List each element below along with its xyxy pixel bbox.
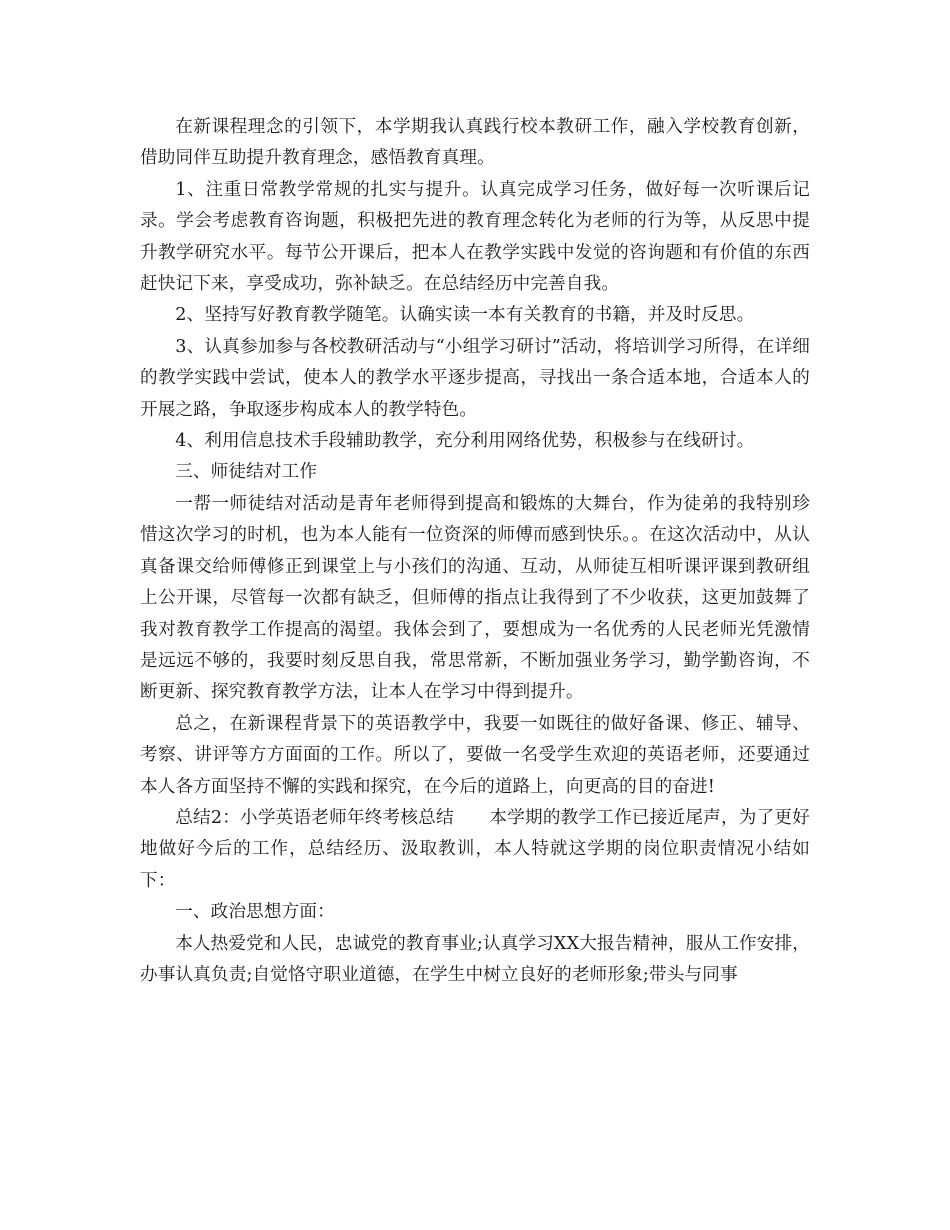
section-heading-political: 一、政治思想方面：	[175, 902, 335, 923]
paragraph-item-4: 4、利用信息技术手段辅助教学，充分利用网络优势，积极参与在线研讨。	[175, 431, 755, 452]
paragraph-item-1: 1、注重日常教学常规的扎实与提升。认真完成学习任务，做好每一次听课后记录。学会考虑教育咨询题，积极把先进的教育理念转化为老师的行为等，从反思中提升教学研究水平。每节公开课后，把本人在教学实践中发觉的咨询题和有价值的东西赶快记下来，享受成功，弥补缺乏。在总结经历中完善自我。	[140, 179, 810, 295]
document-page	[140, 112, 810, 991]
paragraph-item-3: 3、认真参加参与各校教研活动与“小组学习研讨”活动，将培训学习所得，在详细的教学实践中尝试，使本人的教学水平逐步提高，寻找出一条合适本地，合适本人的开展之路，争取逐步构成本人的教学特色。	[140, 336, 810, 420]
paragraph-item-2: 2、坚持写好教育教学随笔。认确实读一本有关教育的书籍，并及时反思。	[175, 305, 755, 326]
paragraph-summary-2: 总结2：小学英语老师年终考核总结 本学期的教学工作已接近尾声，为了更好地做好今后的工作，总结经历、汲取教训，本人特就这学期的岗位职责情况小结如下：	[140, 807, 810, 891]
section-heading-mentorship: 三、师徒结对工作	[175, 462, 318, 483]
paragraph-mentorship: 一帮一师徒结对活动是青年老师得到提高和锻炼的大舞台，作为徒弟的我特别珍惜这次学习的时机，也为本人能有一位资深的师傅而感到快乐。。在这次活动中，从认真备课交给师傅修正到课堂上与小孩们的沟通、互动，从师徒互相听课评课到教研组上公开课，尽管每一次都有缺乏，但师傅的指点让我得到了不少收获，这更加鼓舞了我对教育教学工作提高的渴望。我体会到了，要想成为一名优秀的人民老师光凭激情是远远不够的，我要时刻反思自我，常思常新，不断加强业务学习，勤学勤咨询，不断更新、探究教育教学方法，让本人在学习中得到提升。	[140, 493, 810, 703]
paragraph-conclusion: 总之，在新课程背景下的英语教学中，我要一如既往的做好备课、修正、辅导、考察、讲评等方方面面的工作。所以了，要做一名受学生欢迎的英语老师，还要通过本人各方面坚持不懈的实践和探究，在今后的道路上，向更高的目的奋进!	[140, 713, 810, 797]
paragraph-intro: 在新课程理念的引领下，本学期我认真践行校本教研工作，融入学校教育创新，借助同伴互助提升教育理念，感悟教育真理。	[140, 117, 810, 169]
paragraph-political: 本人热爱党和人民，忠诚党的教育事业;认真学习XX大报告精神，服从工作安排，办事认真负责;自觉恪守职业道德，在学生中树立良好的老师形象;带头与同事	[140, 933, 810, 985]
